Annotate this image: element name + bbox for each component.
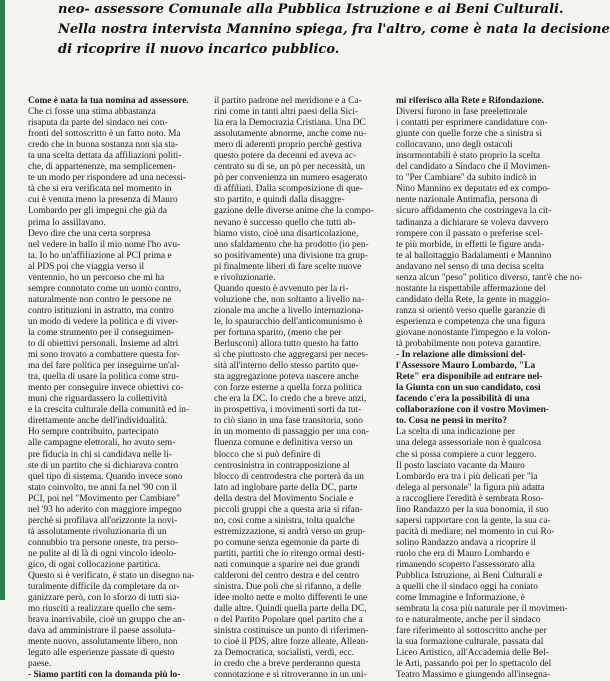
text-line: e la crescita culturale della comunità ed in- (28, 405, 190, 416)
text-line: calderoni del centro destra e del centro (214, 571, 360, 582)
text-line: risaputa da parte del sindaco nei con- (28, 118, 168, 129)
text-line: ganizzare però, con lo sforzo di tutti sia- (28, 593, 180, 604)
text-line: fronti del sottoscritto è un fatto noto. Ma (28, 129, 181, 140)
text-line: alle campagne elettorali, ho avuto sem- (28, 438, 176, 449)
text-line: direttamente anche dell'individualità. (28, 416, 167, 427)
text-line: contro istituzioni in astratto, ma contro (28, 305, 174, 316)
question-line: mi riferisco alla Rete e Rifondazione. (396, 96, 544, 106)
text-line: La scelta di una indicazione per (396, 427, 515, 438)
text-line: muni che riguardassero la collettività (28, 394, 168, 405)
text-line: connotazione e si ritroveranno in un uni- (214, 670, 367, 681)
text-line: Liceo Artistico, all'Accademia delle Bel- (396, 648, 549, 659)
text-line: paese. (28, 659, 52, 670)
text-line: nostante la rispettabile affermazione del (396, 283, 546, 294)
text-line: nati comunque a sparire nei due grandi (214, 559, 360, 570)
text-line: no, così come a sinistra, tolta qualche (214, 515, 355, 526)
text-line: za Democratica, socialisti, verdi, ecc. (214, 648, 355, 659)
text-line: a raccogliere l'eredità è sembrata Roso- (396, 493, 544, 504)
question-line: facendo c'era la possibilità di una (396, 394, 530, 405)
question-line: - Siamo partiti con la domanda più lo- (28, 670, 181, 681)
text-line: come Immagine e Informazione, è (396, 593, 525, 604)
text-line: mento per conseguire invece obiettivi co- (28, 383, 184, 394)
text-line: ranza si orientò verso quelle garanzie di (396, 305, 546, 316)
text-line: Pubblica Istruzione, ai Beni Culturali e (396, 571, 543, 582)
text-line: to ciò siano in una fase transitoria, sono (214, 416, 363, 427)
text-line: perchè si profilava all'orizzonte la novi- (28, 515, 178, 526)
text-line: di affiliati. Dalla scomposizione di que- (214, 184, 363, 195)
text-line: ta. Io ho un'affiliazione al PCI prima e (28, 250, 172, 261)
article-column-2 (214, 96, 390, 681)
text-line: tra, quella di usare la politica come stru- (28, 372, 179, 383)
text-line: candidato della Rete, la gente in maggio- (396, 294, 550, 305)
text-line: to di obiettivi personali. Insieme ad altri (28, 339, 179, 350)
green-margin-bar (0, 0, 5, 600)
text-line: ruolo che era di Mauro Lombardo e (396, 548, 530, 559)
text-line: pò per convenienza un numero esagerato (214, 173, 368, 184)
text-line: nel '93 ho aderito con maggiore impegno (28, 504, 182, 515)
text-line: legato alle esperienze passate di questo (28, 648, 175, 659)
text-line: i contatti per esprimere candidature con- (396, 118, 548, 129)
text-line: piccoli gruppi che a questa aria si rifan- (214, 504, 363, 515)
text-line: ne pulite al di là di ogni vincolo ideolo- (28, 548, 177, 559)
text-line: voluzione che, non soltanto a livello na- (214, 294, 365, 305)
text-line: gazione delle diverse anime che la compo- (214, 206, 374, 217)
text-line: Quando questo è avvenuto per la ri- (214, 283, 349, 294)
text-line: prima lo assillavano. (28, 217, 106, 228)
text-line: al PDS poi che viaggia verso il (28, 261, 145, 272)
text-line: che si possa compiere a cuor leggero. (396, 449, 537, 460)
text-line: io credo che a breve perderanno questa (214, 659, 361, 670)
question-line: to. Cosa ne pensi in merito? (396, 416, 507, 427)
text-line: idee molto nette e molto differenti le une (214, 593, 368, 604)
text-line: il partito padrone nel meridione e a Ca- (214, 96, 362, 106)
text-line: in prospettiva, i movimenti sorti da tut- (214, 405, 362, 416)
text-line: che, di appartenenze, ma semplicemen- (28, 162, 176, 173)
text-line: collocavano, uno degli ostacoli (396, 140, 513, 151)
text-line: lia era la Democrazia Cristiana. Una DC (214, 118, 366, 129)
text-line: Lombardo era tra i più delicati per "la (396, 471, 538, 482)
text-line: e rivoluzionarie. (214, 272, 276, 283)
text-line: dalle altre. Quindi quella parte della DC, (214, 604, 367, 615)
text-line: sto partito, e quindi dalla disaggre- (214, 195, 345, 206)
text-line: uno sfaldamento che ha prodotto (io pen- (214, 239, 369, 250)
text-line: blocco di centrodestra che porterà da un (214, 471, 364, 482)
text-line: sta aggregazione poteva nascere anche (214, 372, 359, 383)
text-line: questo potere da decenni ed aveva ac- (214, 151, 357, 162)
article-column-1 (28, 96, 204, 681)
text-line: mero di aderenti proprio perchè gestiva (214, 140, 362, 151)
text-line: giovane nonostante l'impegno e la volon- (396, 327, 551, 338)
question-line: - In relazione alle dimissioni del- (396, 350, 526, 361)
text-line: fluenza comune e definitiva verso un (214, 438, 353, 449)
text-line: nel vedere in ballo il mio nome l'ho avu- (28, 239, 181, 250)
text-line: to "Per Cambiare" da subito indicò in (396, 173, 537, 184)
text-line: dava ad amministrare il paese assoluta- (28, 626, 176, 637)
text-line: tà che si era verificata nel momento in (28, 184, 172, 195)
text-line: Lombardo per gli impegni che già da (28, 206, 168, 217)
text-line: le, lo spauracchio dell'anticomunismo è (214, 316, 363, 327)
text-line: pi finalmente liberi di fare scelte nuove (214, 261, 362, 272)
text-line: Berlusconi) allora tutto questo ha fatto (214, 339, 359, 350)
text-line: mo riusciti a realizzare quello che sem- (28, 604, 176, 615)
text-line: insormontabili è stato proprio la scelta (396, 151, 540, 162)
text-line: o del Partito Popolare quel partito che a (214, 615, 363, 626)
text-line: te un modo per rispondere ad una necessi- (28, 173, 187, 184)
intro-line: neo- assessore Comunale alla Pubblica Istruzione e ai Beni Culturali. (58, 2, 564, 17)
text-line: te più morbide, in effetti le figure anda- (396, 239, 545, 250)
text-line: cui è venuta meno la presenza di Mauro (28, 195, 178, 206)
text-line: esperienza e competenza che una figura (396, 316, 546, 327)
text-line: pacità di mediare; nel momento in cui Ro- (396, 526, 555, 537)
text-line: andavano nel senso di una decisa scelta (396, 261, 544, 272)
text-line: stato coinvolto, tre anni fa nel '90 con il (28, 482, 177, 493)
text-line: blocco che si può definire di (214, 449, 321, 460)
intro-line: Nella nostra intervista Mannino spiega, fra l'altro, come è nata la decisione (58, 22, 610, 37)
text-line: estremizzazione, si andrà verso un grup- (214, 526, 366, 537)
text-line: della destra del Movimento Sociale e (214, 493, 354, 504)
text-line: solino Randazzo andava a ricoprire il (396, 537, 536, 548)
text-line: rini come in tanti altri paesi della Sici- (214, 107, 358, 118)
text-line: sapersi rapportare con la gente, la sua ca- (396, 515, 551, 526)
text-line: Devo dire che una certa sorpresa (28, 228, 151, 239)
text-line: ste di un partito che si dichiarava contro (28, 460, 179, 471)
text-line: lino Randazzo per la sua bonomia, il suo (396, 504, 549, 515)
text-line: so positivamente) una divisione tra grup- (214, 250, 368, 261)
text-line: biamo visto, cioè una disarticolazione, (214, 228, 359, 239)
question-line: collaborazione con il vostro Movimen- (396, 405, 549, 416)
text-line: in un momento di passaggio per una con- (214, 427, 369, 438)
intro-line: di ricoprire il nuovo incarico pubblico. (58, 42, 340, 57)
text-line: lato ad inglobare parte della DC, parte (214, 482, 358, 493)
text-line: fare riferimento al sottoscritto anche per (396, 626, 547, 637)
text-line: ta una scelta dettata da affiliazioni politi- (28, 151, 182, 162)
text-line: nente nazionale Antimafia, persona di (396, 195, 538, 206)
question-line: Come è nata la tua nomina ad assessore. (28, 96, 189, 106)
text-line: credo che in buona sostanza non sia sta- (28, 140, 179, 151)
text-line: tà assolutamente rivoluzionaria di un (28, 526, 167, 537)
text-line: Ho sempre contribuito, partecipato (28, 427, 159, 438)
question-line: l'Assessore Mauro Lombardo, "La (396, 361, 536, 372)
text-line: per fortuna sparito, (meno che per (214, 327, 342, 338)
text-line: Teatro Massimo e giungendo all'insegna- (396, 670, 551, 681)
text-line: partiti, partiti che io ritengo ormai desti- (214, 548, 365, 559)
text-line: Diversi furono in fase preelettorale (396, 107, 528, 118)
text-line: mente nuovo, assolutamente libero, non (28, 637, 178, 648)
text-line: Nino Mannino ex deputato ed ex compo- (396, 184, 551, 195)
text-line: una delega assessoriale non è qualcosa (396, 438, 541, 449)
text-line: zionale ma anche a livello internaziona- (214, 305, 364, 316)
text-line: delega al personale" la figura più adatta (396, 482, 545, 493)
text-line: a quelli che il sindaco oggi ha coniato (396, 582, 538, 593)
text-line: la come strumento per il conseguimen- (28, 327, 175, 338)
text-line: quel tipo di sistema. Quando invece sono (28, 471, 183, 482)
text-line: Il posto lasciato vacante da Mauro (396, 460, 525, 471)
text-line: Che ci fosse una stima abbastanza (28, 107, 156, 118)
question-line: la Giunta con un suo candidato, così (396, 383, 541, 394)
text-line: tà probabilmente non poteva garantire. (396, 339, 541, 350)
text-line: to cioè il PDS, altre forze alleate, Allean- (214, 637, 369, 648)
text-line: ma del fare politica per inseguirne un'al- (28, 361, 180, 372)
article-intro (58, 0, 610, 60)
text-line: to e naturalmente, anche per il sindaco (396, 615, 541, 626)
article-column-3 (396, 96, 583, 681)
text-line: senza alcun "peso" politico diverso, tant'è che no- (396, 272, 583, 283)
text-line: con forze esterne a quella forza politica (214, 383, 362, 394)
text-line: te al ballottaggio Badalamenti e Mannino (396, 250, 552, 261)
text-line: giunte con quelle forze che a sinistra si (396, 129, 543, 140)
text-line: po comune senza egemonie da parte di (214, 537, 360, 548)
text-line: rompere con il passato o preferise scel- (396, 228, 543, 239)
text-line: turalmente difficile da completare da or- (28, 582, 180, 593)
text-line: che era la DC. Io credo che a breve anzi, (214, 394, 367, 405)
text-line: gico, di ogni collocazione partitica. (28, 559, 161, 570)
text-line: tadinanza a dichiarare se voleva davvero (396, 217, 549, 228)
text-line: nevano è successo quello che tutti ab- (214, 217, 356, 228)
text-line: PCI, poi nel "Movimento per Cambiare" (28, 493, 180, 504)
text-line: centrato su di se, un pò per necessità, un (214, 162, 365, 173)
text-line: sì che piuttosto che aggregarsi per neces- (214, 350, 369, 361)
text-line: sicuro affidamento che costringeva la cit- (396, 206, 552, 217)
text-line: centrosinistra in contrapposizione al (214, 460, 350, 471)
text-line: brava inarrivabile, cioè un gruppo che an- (28, 615, 185, 626)
text-line: mi sono trovato a combattere questa for- (28, 350, 180, 361)
text-line: del candidato a Sindaco che il Movimen- (396, 162, 551, 173)
text-line: sempre connotato come un uomo contro, (28, 283, 182, 294)
text-line: un modo di vedere la politica e di viver- (28, 316, 179, 327)
question-line: Rete" era disponibile ad entrare nel- (396, 372, 543, 383)
text-line: connubbio tra persone oneste, tra perso- (28, 537, 178, 548)
text-line: assolutamente abnorme, anche come nu- (214, 129, 367, 140)
text-line: ventennio, ho un percorso che mi ha (28, 272, 165, 283)
text-line: pre fiducia in chi si candidava nelle li- (28, 449, 172, 460)
text-line: naturalmente non contro le persone ne (28, 294, 172, 305)
text-line: la sua formazione culturale, passata dal (396, 637, 544, 648)
text-line: sinistra costituisce un punto di riferimen- (214, 626, 369, 637)
text-line: sembrata la cosa più naturale per il movimen- (396, 604, 568, 615)
text-line: sità all'interno dello stesso partito que- (214, 361, 359, 372)
text-line: sinistra. Due poli che si rifanno, a delle (214, 582, 362, 593)
text-line: le Arti, passando poi per lo spettacolo del (396, 659, 552, 670)
text-line: rimanendo scoperto l'assessorato alla (396, 559, 535, 570)
text-line: Questo si è verificato, è stato un disegno na- (28, 571, 195, 582)
